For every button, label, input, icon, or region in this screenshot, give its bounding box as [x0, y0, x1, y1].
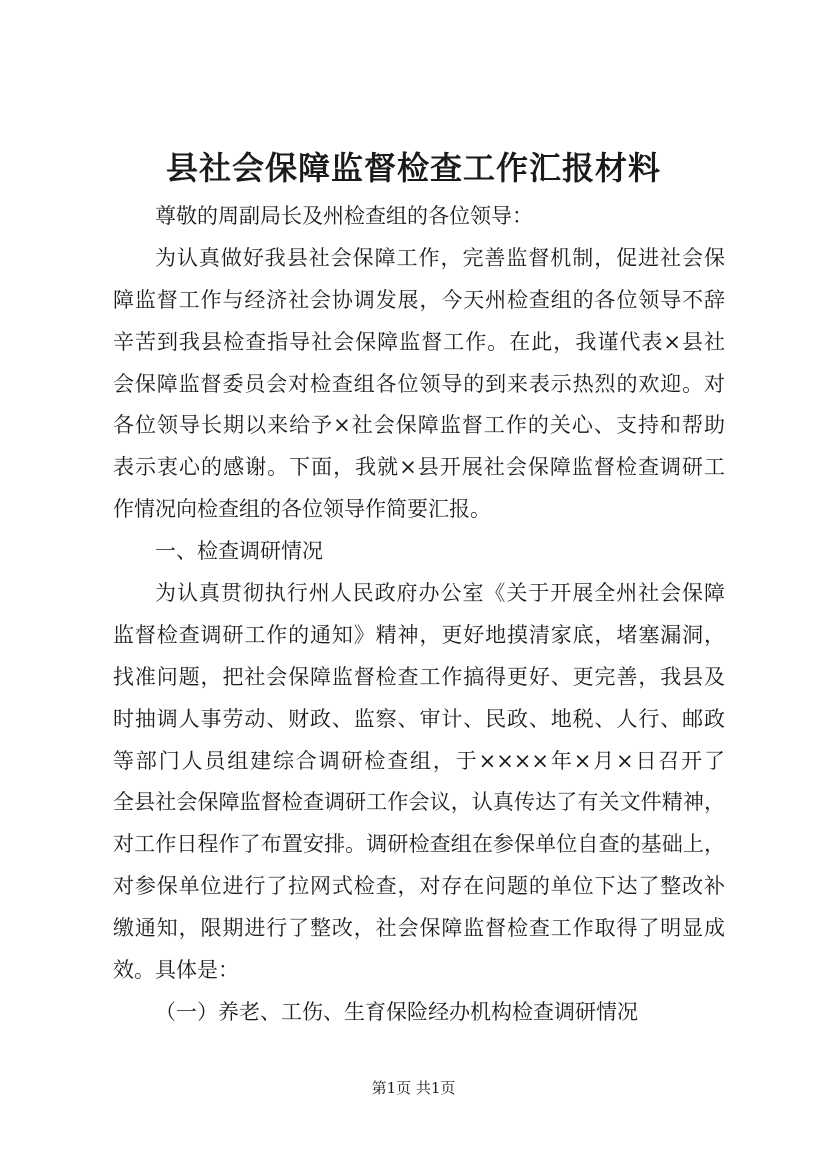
page-footer: 第1页 共1页 [371, 1079, 456, 1097]
text-line: 时抽调人事劳动、财政、监察、审计、民政、地税、人行、邮政 [113, 706, 725, 731]
text-line: 缴通知，限期进行了整改，社会保障监督检查工作取得了明显成 [113, 916, 725, 941]
text-line: （一）养老、工伤、生育保险经办机构检查调研情况 [155, 999, 638, 1024]
text-line: 效。具体是： [113, 958, 239, 983]
text-line: 全县社会保障监督检查调研工作会议，认真传达了有关文件精神， [113, 790, 725, 815]
text-line: 为认真贯彻执行州人民政府办公室《关于开展全州社会保障 [155, 581, 725, 606]
document-title: 县社会保障监督检查工作汇报材料 [165, 149, 661, 187]
text-line: 对工作日程作了布置安排。调研检查组在参保单位自查的基础上， [113, 832, 725, 857]
text-line: 为认真做好我县社会保障工作，完善监督机制，促进社会保 [155, 245, 725, 270]
text-line: 辛苦到我县检查指导社会保障监督工作。在此，我谨代表×县社 [113, 329, 725, 354]
document-body [113, 196, 725, 1034]
text-line: 一、检查调研情况 [155, 539, 323, 564]
text-line: 等部门人员组建综合调研检查组，于××××年×月×日召开了 [113, 748, 725, 773]
text-line: 表示衷心的感谢。下面，我就×县开展社会保障监督检查调研工 [113, 455, 725, 480]
text-line: 障监督工作与经济社会协调发展，今天州检查组的各位领导不辞 [113, 287, 725, 312]
text-line: 监督检查调研工作的通知》精神，更好地摸清家底，堵塞漏洞， [113, 622, 725, 647]
text-line: 尊敬的周副局长及州检查组的各位领导： [155, 204, 533, 228]
text-line: 对参保单位进行了拉网式检查，对存在问题的单位下达了整改补 [113, 874, 725, 899]
text-line: 各位领导长期以来给予×社会保障监督工作的关心、支持和帮助 [113, 413, 725, 438]
text-line: 作情况向检查组的各位领导作简要汇报。 [113, 497, 491, 522]
text-line: 找准问题，把社会保障监督检查工作搞得更好、更完善，我县及 [113, 664, 725, 689]
text-line: 会保障监督委员会对检查组各位领导的到来表示热烈的欢迎。对 [113, 371, 725, 396]
